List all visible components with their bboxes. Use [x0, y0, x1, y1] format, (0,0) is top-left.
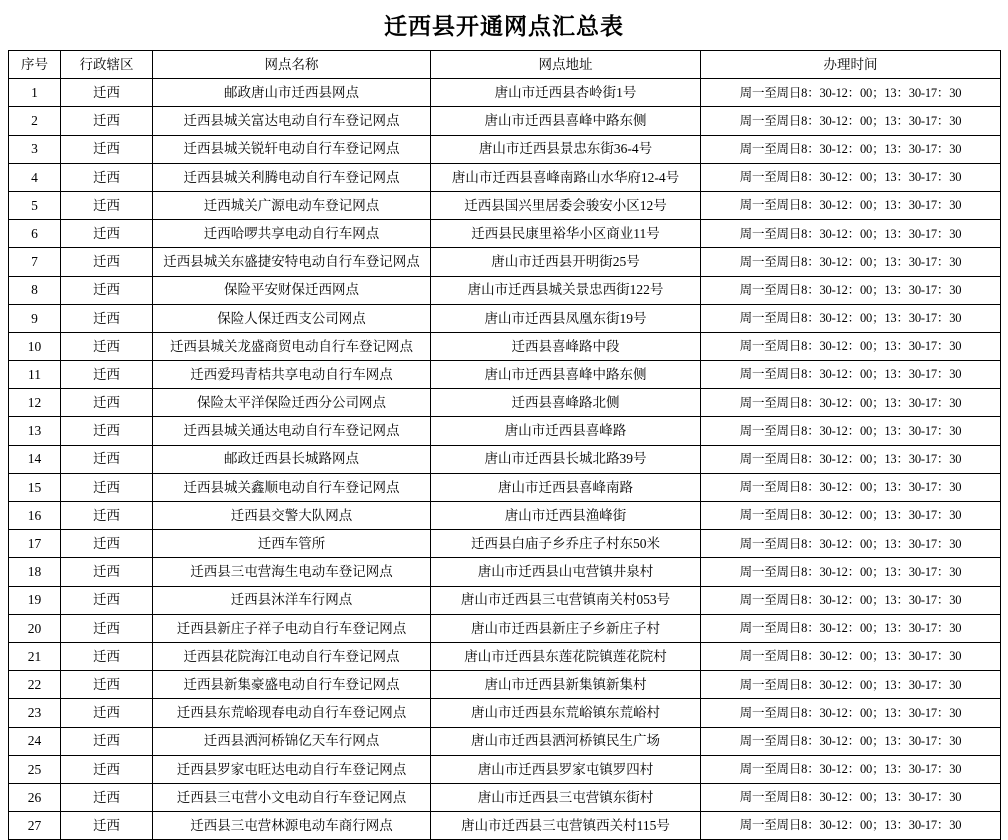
- page-title: 迁西县开通网点汇总表: [384, 13, 624, 39]
- cell-area: 迁西: [61, 812, 153, 840]
- cell-name: 迁西车管所: [153, 530, 431, 558]
- cell-addr: 唐山市迁西县三屯营镇西关村115号: [431, 812, 701, 840]
- cell-name: 迁西县城关利腾电动自行车登记网点: [153, 163, 431, 191]
- table-row: [9, 502, 1001, 530]
- cell-addr: 唐山市迁西县罗家屯镇罗四村: [431, 755, 701, 783]
- table-row: [9, 586, 1001, 614]
- cell-addr: 唐山市迁西县三屯营镇南关村053号: [431, 586, 701, 614]
- cell-seq: 6: [9, 220, 61, 248]
- table-header-row: [9, 51, 1001, 79]
- cell-time: 周一至周日8：30-12：00；13：30-17：30: [701, 502, 1001, 530]
- table-row: [9, 304, 1001, 332]
- cell-addr: 唐山市迁西县喜峰中路东侧: [431, 361, 701, 389]
- cell-time: 周一至周日8：30-12：00；13：30-17：30: [701, 586, 1001, 614]
- cell-name: 迁西县三屯营小文电动自行车登记网点: [153, 783, 431, 811]
- cell-seq: 11: [9, 361, 61, 389]
- cell-seq: 9: [9, 304, 61, 332]
- cell-addr: 唐山市迁西县喜峰南路山水华府12-4号: [431, 163, 701, 191]
- cell-name: 迁西县城关锐轩电动自行车登记网点: [153, 135, 431, 163]
- cell-area: 迁西: [61, 699, 153, 727]
- cell-time: 周一至周日8：30-12：00；13：30-17：30: [701, 783, 1001, 811]
- cell-name: 迁西县城关东盛捷安特电动自行车登记网点: [153, 248, 431, 276]
- cell-seq: 7: [9, 248, 61, 276]
- cell-addr: 唐山市迁西县三屯营镇东街村: [431, 783, 701, 811]
- cell-name: 迁西城关广源电动车登记网点: [153, 191, 431, 219]
- cell-area: 迁西: [61, 191, 153, 219]
- cell-addr: 唐山市迁西县长城北路39号: [431, 445, 701, 473]
- cell-area: 迁西: [61, 304, 153, 332]
- cell-name: 保险平安财保迁西网点: [153, 276, 431, 304]
- table-row: [9, 79, 1001, 107]
- cell-name: 迁西县城关富达电动自行车登记网点: [153, 107, 431, 135]
- cell-area: 迁西: [61, 107, 153, 135]
- cell-addr: 迁西县民康里裕华小区商业11号: [431, 220, 701, 248]
- cell-name: 迁西爱玛青桔共享电动自行车网点: [153, 361, 431, 389]
- table-row: [9, 671, 1001, 699]
- cell-name: 迁西县洒河桥锦亿天车行网点: [153, 727, 431, 755]
- cell-addr: 唐山市迁西县杏岭街1号: [431, 79, 701, 107]
- cell-addr: 唐山市迁西县喜峰路: [431, 417, 701, 445]
- cell-addr: 迁西县喜峰路中段: [431, 332, 701, 360]
- branch-summary-table: [8, 50, 1001, 840]
- table-row: [9, 163, 1001, 191]
- table-row: [9, 473, 1001, 501]
- column-header-name: 网点名称: [153, 51, 431, 79]
- cell-area: 迁西: [61, 220, 153, 248]
- table-row: [9, 755, 1001, 783]
- table-row: [9, 248, 1001, 276]
- cell-seq: 5: [9, 191, 61, 219]
- table-row: [9, 276, 1001, 304]
- cell-name: 迁西县城关鑫顺电动自行车登记网点: [153, 473, 431, 501]
- cell-area: 迁西: [61, 389, 153, 417]
- cell-seq: 12: [9, 389, 61, 417]
- cell-area: 迁西: [61, 417, 153, 445]
- cell-seq: 18: [9, 558, 61, 586]
- cell-seq: 22: [9, 671, 61, 699]
- cell-area: 迁西: [61, 332, 153, 360]
- cell-time: 周一至周日8：30-12：00；13：30-17：30: [701, 332, 1001, 360]
- cell-seq: 1: [9, 79, 61, 107]
- table-row: [9, 642, 1001, 670]
- cell-time: 周一至周日8：30-12：00；13：30-17：30: [701, 220, 1001, 248]
- cell-name: 迁西县新集豪盛电动自行车登记网点: [153, 671, 431, 699]
- cell-seq: 21: [9, 642, 61, 670]
- cell-addr: 唐山市迁西县凤凰东街19号: [431, 304, 701, 332]
- table-row: [9, 727, 1001, 755]
- cell-seq: 23: [9, 699, 61, 727]
- cell-seq: 10: [9, 332, 61, 360]
- cell-time: 周一至周日8：30-12：00；13：30-17：30: [701, 558, 1001, 586]
- cell-area: 迁西: [61, 79, 153, 107]
- cell-time: 周一至周日8：30-12：00；13：30-17：30: [701, 361, 1001, 389]
- cell-time: 周一至周日8：30-12：00；13：30-17：30: [701, 473, 1001, 501]
- table-row: [9, 783, 1001, 811]
- cell-time: 周一至周日8：30-12：00；13：30-17：30: [701, 727, 1001, 755]
- cell-area: 迁西: [61, 473, 153, 501]
- cell-area: 迁西: [61, 586, 153, 614]
- cell-name: 保险人保迁西支公司网点: [153, 304, 431, 332]
- cell-time: 周一至周日8：30-12：00；13：30-17：30: [701, 417, 1001, 445]
- cell-seq: 27: [9, 812, 61, 840]
- cell-time: 周一至周日8：30-12：00；13：30-17：30: [701, 614, 1001, 642]
- column-header-addr: 网点地址: [431, 51, 701, 79]
- cell-seq: 17: [9, 530, 61, 558]
- cell-seq: 25: [9, 755, 61, 783]
- table-row: [9, 361, 1001, 389]
- cell-area: 迁西: [61, 248, 153, 276]
- cell-time: 周一至周日8：30-12：00；13：30-17：30: [701, 671, 1001, 699]
- cell-area: 迁西: [61, 276, 153, 304]
- cell-time: 周一至周日8：30-12：00；13：30-17：30: [701, 163, 1001, 191]
- cell-addr: 唐山市迁西县东莲花院镇莲花院村: [431, 642, 701, 670]
- cell-time: 周一至周日8：30-12：00；13：30-17：30: [701, 135, 1001, 163]
- table-row: [9, 135, 1001, 163]
- table-row: [9, 614, 1001, 642]
- cell-name: 迁西县交警大队网点: [153, 502, 431, 530]
- cell-name: 迁西县东荒峪现春电动自行车登记网点: [153, 699, 431, 727]
- cell-seq: 19: [9, 586, 61, 614]
- cell-addr: 迁西县喜峰路北侧: [431, 389, 701, 417]
- table-row: [9, 445, 1001, 473]
- cell-addr: 唐山市迁西县开明街25号: [431, 248, 701, 276]
- cell-area: 迁西: [61, 671, 153, 699]
- table-row: [9, 332, 1001, 360]
- cell-name: 迁西县三屯营林源电动车商行网点: [153, 812, 431, 840]
- cell-seq: 2: [9, 107, 61, 135]
- cell-name: 邮政迁西县长城路网点: [153, 445, 431, 473]
- table-body: [9, 79, 1001, 840]
- column-header-seq: 序号: [9, 51, 61, 79]
- cell-name: 迁西县沐洋车行网点: [153, 586, 431, 614]
- cell-time: 周一至周日8：30-12：00；13：30-17：30: [701, 276, 1001, 304]
- table-row: [9, 220, 1001, 248]
- table-row: [9, 699, 1001, 727]
- cell-name: 迁西县罗家屯旺达电动自行车登记网点: [153, 755, 431, 783]
- cell-addr: 唐山市迁西县新集镇新集村: [431, 671, 701, 699]
- cell-time: 周一至周日8：30-12：00；13：30-17：30: [701, 642, 1001, 670]
- cell-time: 周一至周日8：30-12：00；13：30-17：30: [701, 191, 1001, 219]
- cell-area: 迁西: [61, 755, 153, 783]
- cell-addr: 唐山市迁西县东荒峪镇东荒峪村: [431, 699, 701, 727]
- cell-addr: 唐山市迁西县喜峰南路: [431, 473, 701, 501]
- cell-time: 周一至周日8：30-12：00；13：30-17：30: [701, 248, 1001, 276]
- column-header-time: 办理时间: [701, 51, 1001, 79]
- cell-seq: 15: [9, 473, 61, 501]
- column-header-area: 行政辖区: [61, 51, 153, 79]
- cell-seq: 26: [9, 783, 61, 811]
- cell-time: 周一至周日8：30-12：00；13：30-17：30: [701, 530, 1001, 558]
- cell-area: 迁西: [61, 727, 153, 755]
- table-row: [9, 417, 1001, 445]
- cell-time: 周一至周日8：30-12：00；13：30-17：30: [701, 79, 1001, 107]
- cell-seq: 20: [9, 614, 61, 642]
- table-row: [9, 558, 1001, 586]
- cell-time: 周一至周日8：30-12：00；13：30-17：30: [701, 699, 1001, 727]
- cell-area: 迁西: [61, 530, 153, 558]
- cell-area: 迁西: [61, 502, 153, 530]
- cell-area: 迁西: [61, 614, 153, 642]
- cell-name: 迁西县城关通达电动自行车登记网点: [153, 417, 431, 445]
- cell-time: 周一至周日8：30-12：00；13：30-17：30: [701, 389, 1001, 417]
- cell-time: 周一至周日8：30-12：00；13：30-17：30: [701, 445, 1001, 473]
- cell-seq: 24: [9, 727, 61, 755]
- cell-seq: 3: [9, 135, 61, 163]
- cell-area: 迁西: [61, 558, 153, 586]
- cell-name: 迁西县城关龙盛商贸电动自行车登记网点: [153, 332, 431, 360]
- cell-addr: 迁西县白庙子乡乔庄子村东50米: [431, 530, 701, 558]
- cell-area: 迁西: [61, 445, 153, 473]
- cell-name: 迁西哈啰共享电动自行车网点: [153, 220, 431, 248]
- cell-seq: 16: [9, 502, 61, 530]
- cell-addr: 唐山市迁西县渔峰街: [431, 502, 701, 530]
- cell-seq: 4: [9, 163, 61, 191]
- cell-name: 迁西县新庄子祥子电动自行车登记网点: [153, 614, 431, 642]
- table-row: [9, 812, 1001, 840]
- table-row: [9, 191, 1001, 219]
- cell-area: 迁西: [61, 642, 153, 670]
- cell-time: 周一至周日8：30-12：00；13：30-17：30: [701, 304, 1001, 332]
- table-row: [9, 107, 1001, 135]
- cell-seq: 14: [9, 445, 61, 473]
- cell-area: 迁西: [61, 135, 153, 163]
- cell-time: 周一至周日8：30-12：00；13：30-17：30: [701, 107, 1001, 135]
- cell-addr: 唐山市迁西县城关景忠西街122号: [431, 276, 701, 304]
- cell-name: 迁西县三屯营海生电动车登记网点: [153, 558, 431, 586]
- cell-addr: 唐山市迁西县山屯营镇井泉村: [431, 558, 701, 586]
- cell-addr: 唐山市迁西县新庄子乡新庄子村: [431, 614, 701, 642]
- table-row: [9, 530, 1001, 558]
- cell-name: 邮政唐山市迁西县网点: [153, 79, 431, 107]
- cell-addr: 唐山市迁西县喜峰中路东侧: [431, 107, 701, 135]
- cell-area: 迁西: [61, 783, 153, 811]
- cell-seq: 13: [9, 417, 61, 445]
- cell-area: 迁西: [61, 163, 153, 191]
- cell-seq: 8: [9, 276, 61, 304]
- cell-time: 周一至周日8：30-12：00；13：30-17：30: [701, 812, 1001, 840]
- cell-name: 迁西县花院海江电动自行车登记网点: [153, 642, 431, 670]
- cell-time: 周一至周日8：30-12：00；13：30-17：30: [701, 755, 1001, 783]
- cell-name: 保险太平洋保险迁西分公司网点: [153, 389, 431, 417]
- table-row: [9, 389, 1001, 417]
- cell-addr: 唐山市迁西县洒河桥镇民生广场: [431, 727, 701, 755]
- cell-addr: 唐山市迁西县景忠东街36-4号: [431, 135, 701, 163]
- cell-addr: 迁西县国兴里居委会骏安小区12号: [431, 191, 701, 219]
- cell-area: 迁西: [61, 361, 153, 389]
